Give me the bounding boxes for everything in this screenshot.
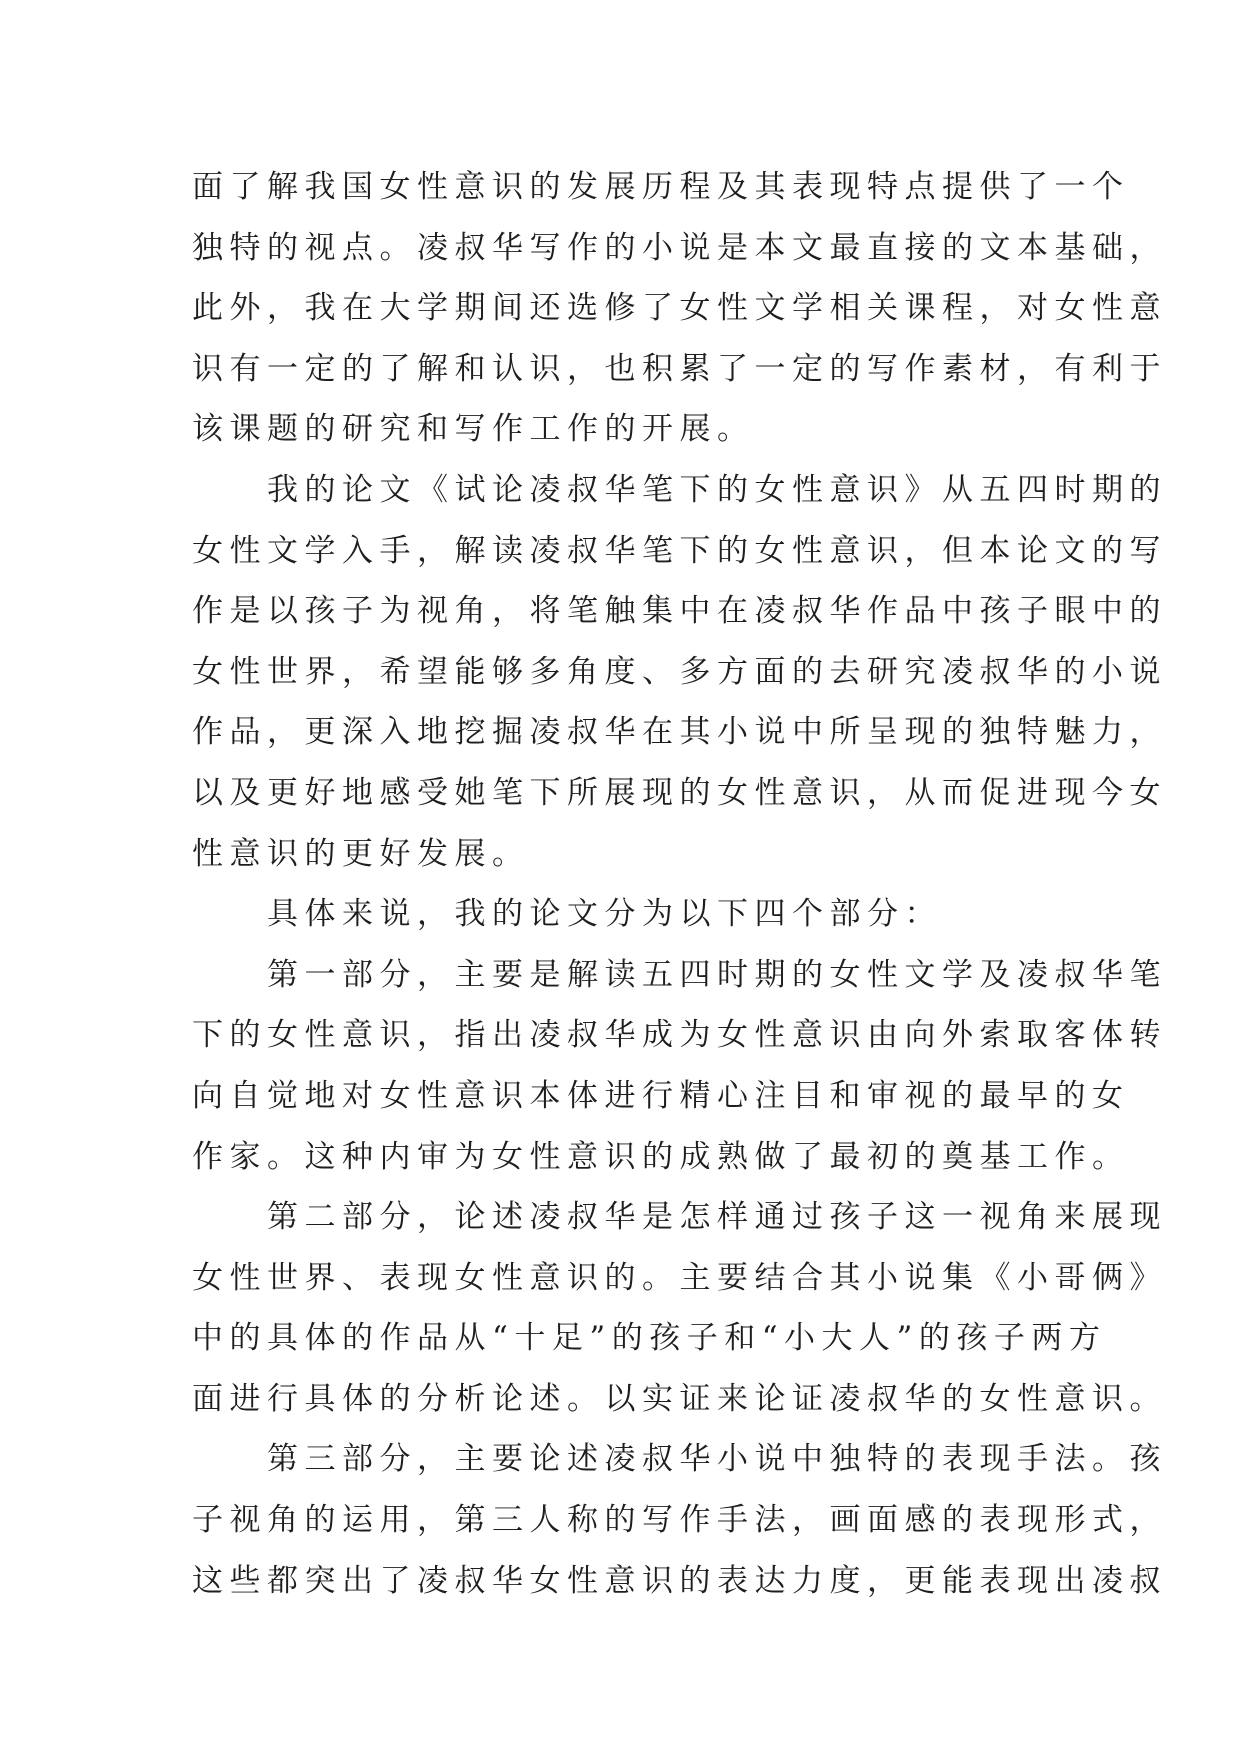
text-line: 向自觉地对女性意识本体进行精心注目和审视的最早的女 <box>192 1077 1130 1114</box>
text-line: 以及更好地感受她笔下所展现的女性意识，从而促进现今女 <box>192 774 1167 811</box>
text-line: 女性文学入手，解读凌叔华笔下的女性意识，但本论文的写 <box>192 532 1167 569</box>
paragraph-first-line: 具体来说，我的论文分为以下四个部分： <box>267 896 942 933</box>
text-line: 性意识的更好发展。 <box>192 835 530 872</box>
text-line: 女性世界、表现女性意识的。主要结合其小说集《小哥俩》 <box>192 1259 1167 1296</box>
text-line: 作品，更深入地挖掘凌叔华在其小说中所呈现的独特魅力， <box>192 714 1167 751</box>
text-line: 子视角的运用，第三人称的写作手法，画面感的表现形式， <box>192 1502 1167 1539</box>
paragraph-first-line: 第三部分，主要论述凌叔华小说中独特的表现手法。孩 <box>267 1441 1167 1478</box>
text-line: 这些都突出了凌叔华女性意识的表达力度，更能表现出凌叔 <box>192 1562 1167 1599</box>
text-line: 独特的视点。凌叔华写作的小说是本文最直接的文本基础， <box>192 229 1167 266</box>
text-line: 中的具体的作品从“十足”的孩子和“小大人”的孩子两方 <box>192 1320 1107 1357</box>
text-line: 面进行具体的分析论述。以实证来论证凌叔华的女性意识。 <box>192 1380 1167 1417</box>
text-line: 作家。这种内审为女性意识的成熟做了最初的奠基工作。 <box>192 1138 1130 1175</box>
paragraph-first-line: 我的论文《试论凌叔华笔下的女性意识》从五四时期的 <box>267 471 1167 508</box>
text-line: 作是以孩子为视角，将笔触集中在凌叔华作品中孩子眼中的 <box>192 593 1167 630</box>
paragraph-first-line: 第一部分，主要是解读五四时期的女性文学及凌叔华笔 <box>267 956 1167 993</box>
text-line: 识有一定的了解和认识，也积累了一定的写作素材，有利于 <box>192 350 1167 387</box>
body-text <box>192 157 1167 1611</box>
text-line: 女性世界，希望能够多角度、多方面的去研究凌叔华的小说 <box>192 653 1167 690</box>
text-line: 此外，我在大学期间还选修了女性文学相关课程，对女性意 <box>192 290 1167 327</box>
text-line: 下的女性意识，指出凌叔华成为女性意识由向外索取客体转 <box>192 1017 1167 1054</box>
text-line: 面了解我国女性意识的发展历程及其表现特点提供了一个 <box>192 169 1130 205</box>
text-line: 该课题的研究和写作工作的开展。 <box>192 411 755 448</box>
paragraph-first-line: 第二部分，论述凌叔华是怎样通过孩子这一视角来展现 <box>267 1199 1167 1236</box>
